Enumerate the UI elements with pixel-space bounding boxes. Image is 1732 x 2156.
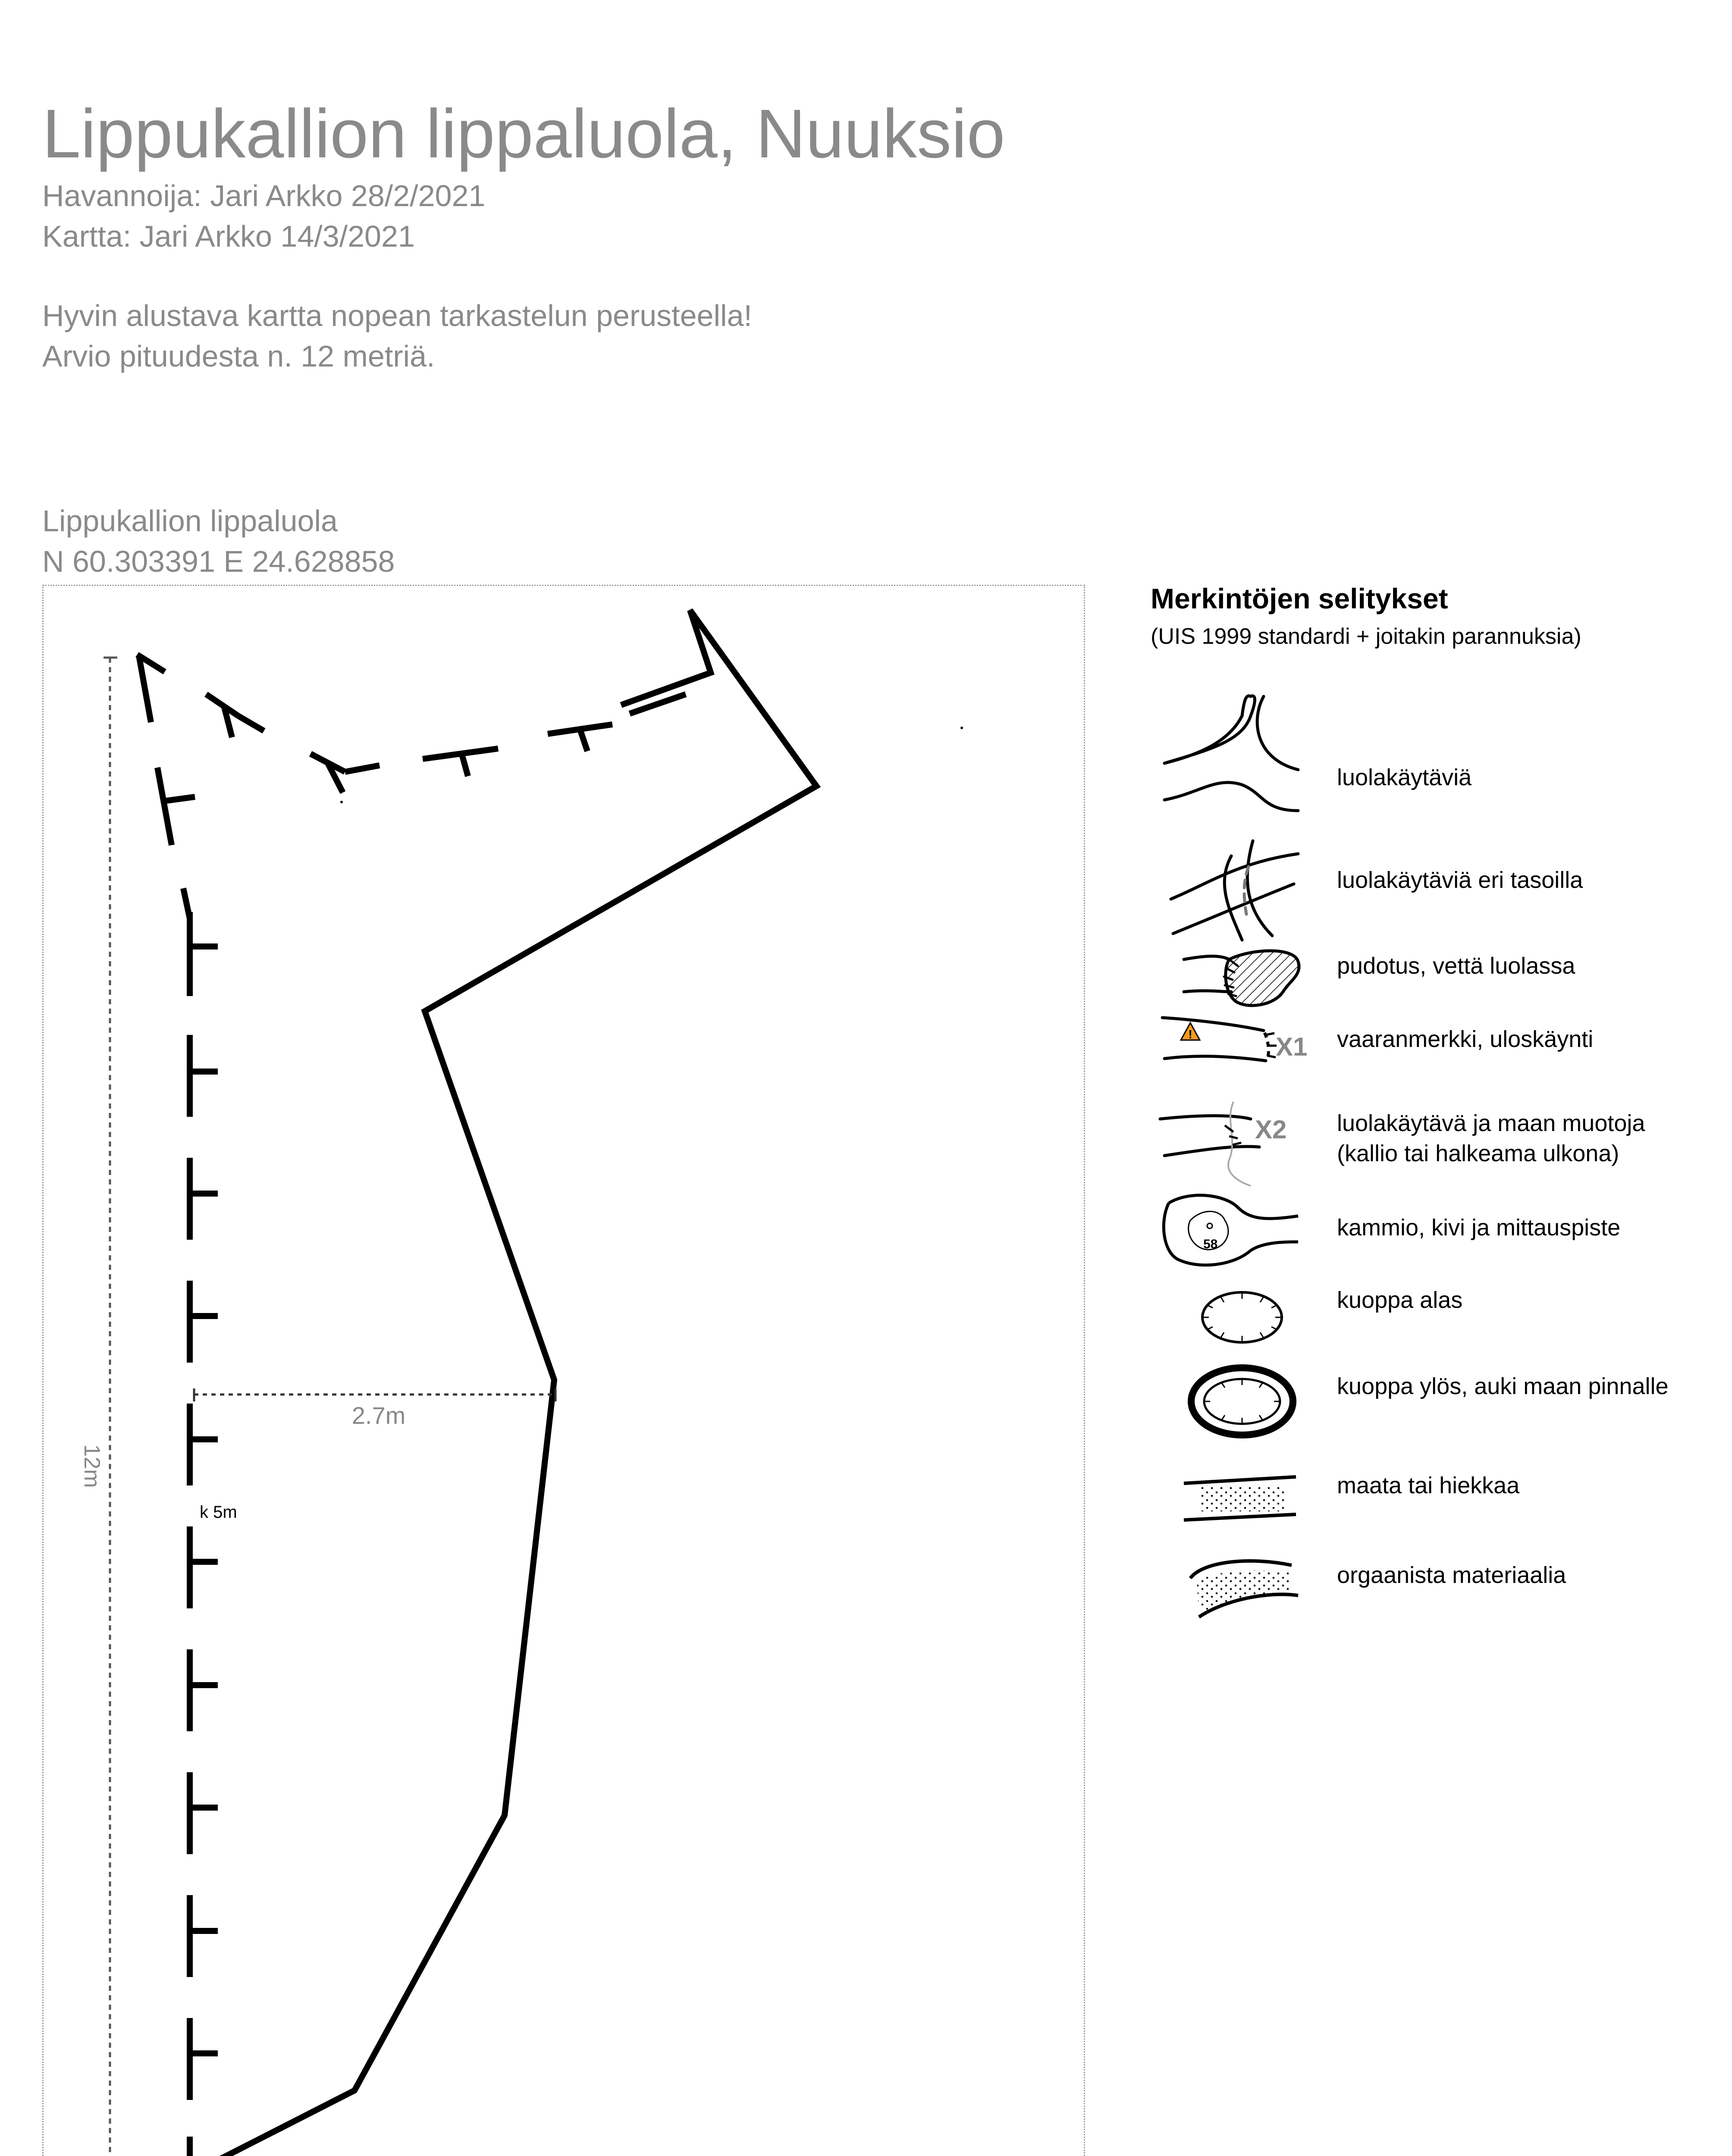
map-author-line: Kartta: Jari Arkko 14/3/2021 [42,219,415,253]
legend-label-danger-exit: vaaranmerkki, uloskäynti [1337,1026,1594,1052]
cave-wall-outline [190,610,816,2156]
exit-marker-x1: X1 [1276,1032,1308,1061]
length-dimension [104,658,117,2156]
width-dimension [194,1388,555,1401]
legend-label-terrain-line2: (kallio tai halkeama ulkona) [1337,1141,1619,1167]
cave-name: Lippukallion lippaluola [42,504,338,538]
survey-dot [960,727,963,729]
legend-symbol-soil-sand [1184,1477,1296,1520]
legend-symbol-levels [1171,841,1298,940]
legend-label-chamber: kammio, kivi ja mittauspiste [1337,1215,1621,1241]
legend-label-pit-down: kuoppa alas [1337,1287,1463,1313]
legend-subtitle: (UIS 1999 standardi + joitakin parannuksia) [1151,624,1581,649]
legend-symbol-terrain [1160,1102,1286,1186]
exit-marker-x2: X2 [1255,1115,1287,1144]
legend-title: Merkintöjen selitykset [1151,583,1448,614]
legend-label-pit-up: kuoppa ylös, auki maan pinnalle [1337,1373,1669,1399]
cave-coordinates: N 60.303391 E 24.628858 [42,545,395,578]
drip-line-west [183,888,218,2156]
preliminary-note: Hyvin alustava kartta nopean tarkastelun perusteella! [42,299,752,332]
survey-point-label: 58 [1203,1237,1218,1251]
legend-label-drop-water: pudotus, vettä luolassa [1337,953,1575,979]
legend-symbol-organic [1190,1561,1298,1617]
width-label: 2.7m [351,1402,406,1429]
length-estimate-note: Arvio pituudesta n. 12 metriä. [42,339,435,373]
legend-symbol-danger-exit [1162,1018,1307,1061]
legend-symbol-chamber [1164,1195,1298,1265]
station-label: k 5m [200,1503,237,1522]
observer-line: Havannoija: Jari Arkko 28/2/2021 [42,179,486,213]
svg-text:!: ! [1188,1028,1192,1041]
legend-label-passages: luolakäytäviä [1337,765,1472,790]
legend-symbol-pit-down [1202,1292,1282,1342]
survey-dot [340,801,343,803]
page-title: Lippukallion lippaluola, Nuuksio [42,95,1005,172]
legend-label-terrain [1337,1108,1645,1169]
legend-label-organic: orgaanista materiaalia [1337,1562,1566,1588]
legend-symbol-drop-water [1184,951,1299,1006]
legend-symbol-pit-up [1191,1368,1293,1435]
legend-label-soil-sand: maata tai hiekkaa [1337,1473,1520,1498]
length-label: 12m [79,1444,104,1488]
legend-label-terrain-line1: luolakäytävä ja maan muotoja [1337,1110,1645,1136]
legend-label-levels: luolakäytäviä eri tasoilla [1337,867,1583,893]
drip-line-top [137,655,686,845]
legend-symbol-passages [1164,696,1298,811]
